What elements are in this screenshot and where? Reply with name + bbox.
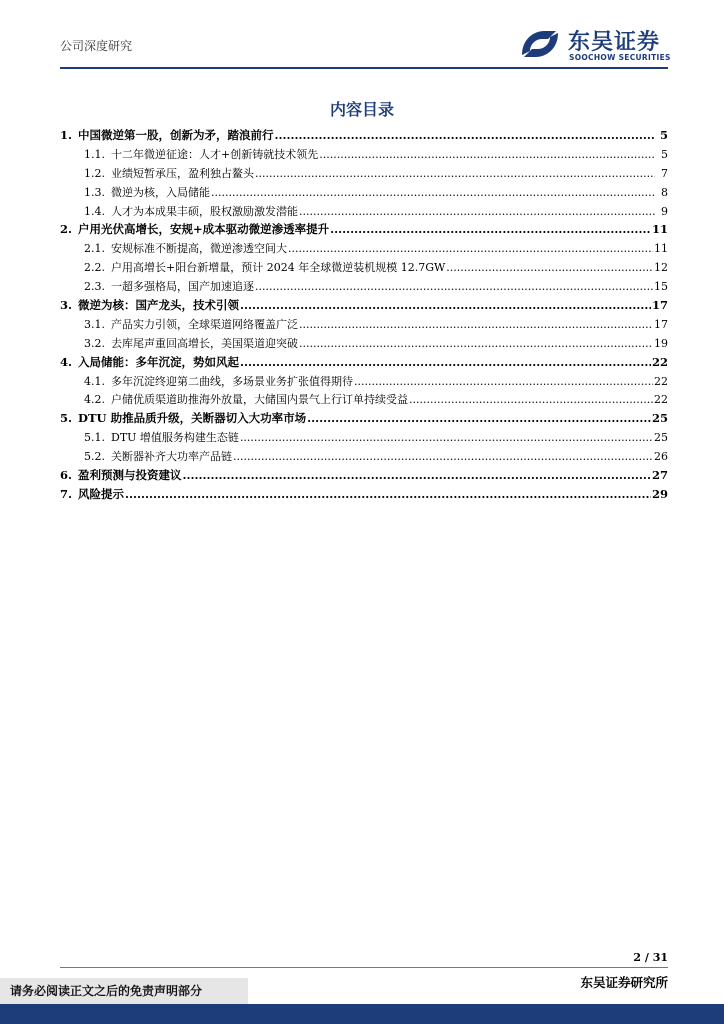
toc-entry-title: 产品实力引领，全球渠道网络覆盖广泛 <box>111 317 298 331</box>
toc-entry-title: 户储优质渠道助推海外放量，大储国内景气上行订单持续受益 <box>111 393 408 407</box>
logo-name: 东吴证券 <box>568 29 661 55</box>
toc-entry-number: 3.2. <box>84 336 105 350</box>
toc-dot-leader <box>125 487 651 501</box>
toc-entry-title: 一超多强格局，国产加速追逐 <box>111 280 254 294</box>
soochow-logo-icon <box>518 25 562 63</box>
toc-subsection-entry[interactable] <box>60 335 668 354</box>
toc-entry-page: 8 <box>661 185 668 199</box>
footer-divider <box>60 967 668 968</box>
toc-entry-page: 22 <box>654 374 668 388</box>
toc-entry-title: DTU 增值服务构建生态链 <box>111 431 239 445</box>
toc-subsection-entry[interactable] <box>60 146 668 165</box>
toc-dot-leader <box>354 375 653 388</box>
toc-entry-number: 2. <box>60 222 73 237</box>
toc-dot-leader <box>183 468 651 482</box>
brand-logo <box>518 25 678 65</box>
toc-entry-number: 1.4. <box>84 204 105 218</box>
toc-entry-page: 12 <box>654 261 668 275</box>
footer-band <box>0 1004 724 1024</box>
toc-subsection-entry[interactable] <box>60 391 668 410</box>
toc-section-entry[interactable] <box>60 354 668 373</box>
toc-entry-title: 入局储能：多年沉淀，势如风起 <box>78 354 240 369</box>
toc-entry-page: 5 <box>659 128 668 142</box>
toc-entry-page: 25 <box>651 411 668 426</box>
toc-entry-number: 5. <box>60 411 73 426</box>
toc-entry-title: 多年沉淀终迎第二曲线，多场景业务扩张值得期待 <box>111 374 353 388</box>
toc-entry-page: 15 <box>654 280 668 294</box>
toc-dot-leader <box>330 222 651 236</box>
toc-subsection-entry[interactable] <box>60 429 668 448</box>
toc-entry-page: 11 <box>654 242 668 256</box>
toc-entry-number: 6. <box>60 468 73 483</box>
toc-entry-title: 中国微逆第一股，创新为矛，踏浪前行 <box>78 128 274 142</box>
toc-entry-title: 关断器补齐大功率产品链 <box>111 450 232 464</box>
toc-dot-leader <box>299 205 655 218</box>
toc-subsection-entry[interactable] <box>60 278 668 297</box>
report-type-label: 公司深度研究 <box>60 39 133 53</box>
toc-entry-number: 4.2. <box>84 393 105 407</box>
toc-entry-number: 2.3. <box>84 280 105 294</box>
toc-dot-leader <box>307 411 651 425</box>
toc-entry-page: 22 <box>651 354 668 369</box>
toc-entry-page: 19 <box>654 336 668 350</box>
toc-dot-leader <box>409 393 653 406</box>
toc-entry-number: 2.2. <box>84 261 105 275</box>
toc-section-entry[interactable] <box>60 410 668 429</box>
toc-entry-title: 微逆为核：国产龙头，技术引领 <box>78 298 240 313</box>
toc-entry-number: 3.1. <box>84 317 105 331</box>
toc-subsection-entry[interactable] <box>60 240 668 259</box>
toc-dot-leader <box>319 148 655 161</box>
toc-entry-page: 9 <box>661 204 668 218</box>
table-of-contents <box>60 127 668 505</box>
toc-subsection-entry[interactable] <box>60 184 668 203</box>
toc-entry-number: 7. <box>60 486 73 501</box>
toc-dot-leader <box>299 337 653 350</box>
toc-entry-title: 盈利预测与投资建议 <box>78 468 182 483</box>
toc-section-entry[interactable] <box>60 297 668 316</box>
toc-subsection-entry[interactable] <box>60 316 668 335</box>
toc-entry-page: 27 <box>651 468 668 483</box>
toc-entry-title: 安规标准不断提高，微逆渗透空间大 <box>111 242 287 256</box>
toc-entry-page: 5 <box>661 147 668 161</box>
toc-entry-number: 4.1. <box>84 374 105 388</box>
toc-dot-leader <box>446 261 653 274</box>
toc-entry-title: 去库尾声重回高增长，美国渠道迎突破 <box>111 336 298 350</box>
toc-dot-leader <box>275 128 655 142</box>
toc-dot-leader <box>240 431 653 444</box>
toc-entry-title: 业绩短暂承压，盈利独占鳌头 <box>111 166 254 180</box>
toc-entry-number: 5.2. <box>84 450 105 464</box>
toc-dot-leader <box>233 450 653 463</box>
toc-entry-title: 户用光伏高增长，安规+成本驱动微逆渗透率提升 <box>78 222 330 237</box>
toc-dot-leader <box>299 318 653 331</box>
toc-subsection-entry[interactable] <box>60 448 668 467</box>
toc-entry-number: 1.1. <box>84 147 105 161</box>
logo-subtitle: SOOCHOW SECURITIES <box>569 53 671 62</box>
toc-title: 内容目录 <box>329 100 394 119</box>
toc-entry-number: 3. <box>60 298 73 313</box>
toc-subsection-entry[interactable] <box>60 203 668 222</box>
toc-entry-page: 7 <box>661 166 668 180</box>
toc-entry-page: 17 <box>654 317 668 331</box>
toc-entry-page: 11 <box>651 222 668 237</box>
toc-entry-title: 户用高增长+阳台新增量，预计 2024 年全球微逆装机规模 12.7GW <box>111 261 446 275</box>
toc-entry-number: 4. <box>60 354 73 369</box>
toc-dot-leader <box>211 186 655 199</box>
toc-subsection-entry[interactable] <box>60 373 668 392</box>
toc-entry-page: 25 <box>654 431 668 445</box>
toc-entry-page: 22 <box>654 393 668 407</box>
toc-subsection-entry[interactable] <box>60 165 668 184</box>
toc-section-entry[interactable] <box>60 221 668 240</box>
header-divider <box>60 67 668 69</box>
toc-entry-number: 2.1. <box>84 242 105 256</box>
toc-entry-number: 1.2. <box>84 166 105 180</box>
toc-section-entry[interactable] <box>60 486 668 505</box>
toc-section-entry[interactable] <box>60 467 668 486</box>
toc-entry-title: 人才为本成果丰硕，股权激励激发潜能 <box>111 204 298 218</box>
toc-dot-leader <box>240 298 651 312</box>
page-indicator: 2 / 31 <box>633 951 668 964</box>
toc-section-entry[interactable] <box>60 127 668 146</box>
toc-dot-leader <box>255 280 653 293</box>
toc-entry-title: 微逆为核，入局储能 <box>111 185 210 199</box>
toc-entry-page: 29 <box>651 486 668 501</box>
toc-dot-leader <box>255 167 655 180</box>
toc-entry-title: 风险提示 <box>78 486 125 501</box>
toc-entry-page: 17 <box>651 298 668 313</box>
toc-dot-leader <box>288 242 653 255</box>
toc-dot-leader <box>240 355 651 369</box>
disclaimer-note: 请务必阅读正文之后的免责声明部分 <box>0 978 248 1004</box>
toc-entry-number: 1.3. <box>84 185 105 199</box>
toc-entry-page: 26 <box>654 450 668 464</box>
toc-entry-title: DTU 助推品质升级，关断器切入大功率市场 <box>78 411 307 426</box>
institute-name: 东吴证券研究所 <box>580 975 668 990</box>
toc-entry-title: 十二年微逆征途：人才+创新铸就技术领先 <box>111 147 319 161</box>
toc-entry-number: 5.1. <box>84 431 105 445</box>
toc-entry-number: 1. <box>60 128 73 142</box>
toc-subsection-entry[interactable] <box>60 259 668 278</box>
